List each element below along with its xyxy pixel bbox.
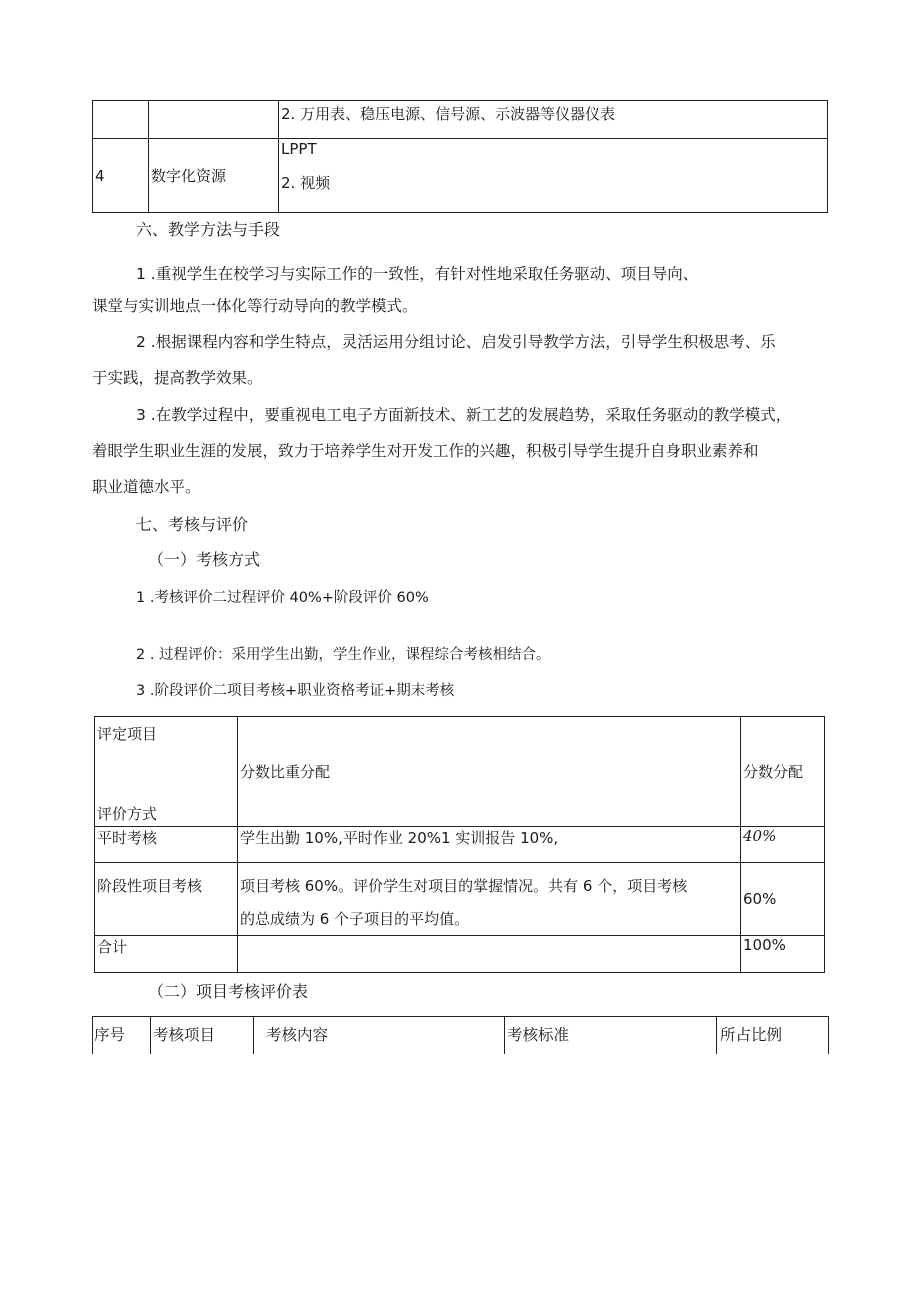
paragraph-3-line-1: 3 .在教学过程中，要重视电工电子方面新技术、新工艺的发展趋势，采取任务驱动的教学模式，: [136, 406, 792, 424]
score-detail-cell: 学生出勤 10%,平时作业 20%1 实训报告 10%,: [238, 827, 741, 863]
subsection-2-title: （二）项目考核评价表: [148, 982, 309, 1001]
paragraph-3-line-2: 着眼学生职业生涯的发展，致力于培养学生对开发工作的兴趣，积极引导学生提升自身职业素养和: [92, 442, 759, 460]
score-table: [94, 716, 825, 973]
resource-no-cell: 4: [93, 139, 149, 213]
eval-header-content: 考核内容: [266, 1026, 329, 1044]
eval-header-item: 考核项目: [153, 1026, 216, 1044]
score-method-cell: 合计: [95, 936, 238, 973]
header-evaluation-item: 评定项目: [97, 725, 158, 743]
paragraph-3-line-3: 职业道德水平。: [92, 478, 201, 496]
score-header-mid: [238, 717, 741, 827]
subsection-1-title: （一）考核方式: [148, 550, 261, 569]
score-value-cell: 60%: [741, 863, 825, 936]
score-detail-line: 项目考核 60%。评价学生对项目的掌握情况。共有 6 个，项目考核: [240, 877, 688, 895]
eval-header-no: 序号: [94, 1026, 126, 1044]
section-7-title: 七、考核与评价: [136, 515, 249, 534]
header-score-distribution: 分数分配: [743, 763, 804, 781]
resource-item: LPPT: [281, 140, 317, 158]
header-evaluation-method: 评价方式: [97, 805, 158, 823]
header-weight-distribution: 分数比重分配: [240, 763, 331, 781]
resource-item: 2. 视频: [281, 174, 331, 192]
score-detail-cell: [238, 936, 741, 973]
resource-name-cell: [149, 101, 279, 139]
resource-item: 2. 万用表、稳压电源、信号源、示波器等仪器仪表: [281, 105, 616, 123]
eval-header-ratio: 所占比例: [720, 1026, 783, 1044]
score-value-cell: 100%: [741, 936, 825, 973]
resource-items-cell: [279, 139, 828, 213]
score-header-right: [741, 717, 825, 827]
resource-no-cell: [93, 101, 149, 139]
resource-items-cell: [279, 101, 828, 139]
resource-table: [92, 100, 828, 213]
paragraph-2-line-1: 2 .根据课程内容和学生特点，灵活运用分组讨论、启发引导教学方法，引导学生积极思考、乐: [136, 333, 776, 351]
assessment-item-1: 1 .考核评价二过程评价 40%+阶段评价 60%: [136, 590, 429, 606]
assessment-item-3: 3 .阶段评价二项目考核+职业资格考证+期末考核: [136, 683, 455, 699]
eval-header-standard: 考核标准: [507, 1026, 570, 1044]
paragraph-1-line-2: 课堂与实训地点一体化等行动导向的教学模式。: [92, 297, 418, 315]
score-detail-cell: [238, 863, 741, 936]
assessment-item-2: 2 . 过程评价：采用学生出勤，学生作业，课程综合考核相结合。: [136, 647, 551, 663]
score-method-cell: 平时考核: [95, 827, 238, 863]
section-6-title: 六、教学方法与手段: [136, 220, 281, 239]
paragraph-1-line-1: 1 .重视学生在校学习与实际工作的一致性，有针对性地采取任务驱动、项目导向、: [136, 265, 699, 283]
eval-table-header: [92, 1016, 829, 1054]
paragraph-2-line-2: 于实践，提高教学效果。: [92, 369, 263, 387]
score-method-cell: 阶段性项目考核: [95, 863, 238, 936]
score-value-cell: 40%: [741, 827, 825, 863]
score-detail-line: 的总成绩为 6 个子项目的平均值。: [240, 910, 470, 928]
score-header-left: [95, 717, 238, 827]
resource-name-cell: 数字化资源: [149, 139, 279, 213]
